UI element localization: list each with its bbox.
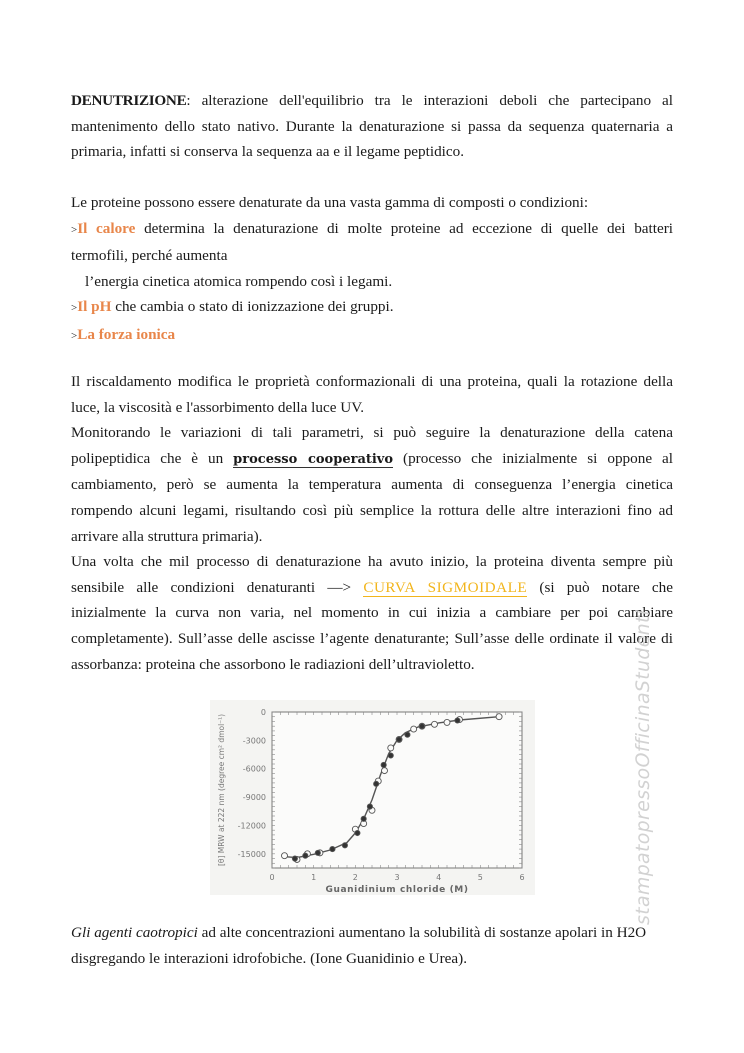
y-tick-label: -12000 xyxy=(237,821,266,831)
paragraph-line xyxy=(71,88,673,114)
y-tick-label: 0 xyxy=(260,708,266,717)
data-point-filled xyxy=(315,850,320,855)
riscaldamento-paragraph xyxy=(71,369,673,677)
data-point-filled xyxy=(455,718,460,723)
x-tick-label: 3 xyxy=(394,873,400,882)
data-point-filled xyxy=(342,843,347,848)
chart-svg xyxy=(210,700,535,895)
data-point-open xyxy=(388,745,394,751)
term-curva-sigmoidale: CURVA SIGMOIDALE xyxy=(363,578,528,596)
x-tick-label: 1 xyxy=(311,873,317,882)
paragraph-line: arrivare alla struttura primaria). xyxy=(71,527,263,545)
list-item-continuation: l’energia cinetica atomica rompendo così i legami. xyxy=(85,272,393,290)
data-point-filled xyxy=(330,846,335,851)
term-processo-cooperativo: processo cooperativo xyxy=(233,451,394,467)
data-point-open xyxy=(411,726,417,732)
plot-frame xyxy=(272,712,522,868)
term-denutrizione: DENUTRIZIONE xyxy=(71,92,187,109)
text-span: (si può notare che xyxy=(527,578,674,596)
paragraph-line: primaria, infatti si conserva la sequenza aa e il legame peptidico. xyxy=(71,143,465,161)
text-span: polipeptidica che è un xyxy=(71,449,234,467)
x-tick-label: 4 xyxy=(436,873,442,882)
list-item-ph xyxy=(71,294,673,322)
y-axis-label: [θ] MRW at 222 nm (degree cm² dmol⁻¹) xyxy=(217,713,226,867)
paragraph-line xyxy=(71,575,673,601)
paragraph-line: assorbanza: proteina che assorbono le radiazioni dell’ultravioletto. xyxy=(71,655,475,673)
paragraph-line xyxy=(71,920,673,946)
data-point-filled xyxy=(396,737,401,742)
data-point-filled xyxy=(405,732,410,737)
data-point-open xyxy=(444,719,450,725)
text-span: : alterazione dell'equilibrio tra le interazioni deboli che partecipano al xyxy=(186,92,673,109)
paragraph-line: cambiamento, però se aumenta la temperatura aumenta di conseguenza l’energia cinetica xyxy=(71,476,673,494)
list-item-calore xyxy=(71,216,673,244)
data-point-filled xyxy=(303,853,308,858)
term-forza-ionica: La forza ionica xyxy=(77,325,176,343)
list-item-forza-ionica xyxy=(71,322,673,350)
text-span: (processo che inizialmente si oppone al xyxy=(393,449,673,467)
watermark: stampatopressoOfficinaStudenti xyxy=(632,609,654,925)
paragraph-line: Una volta che mil processo di denaturazione ha avuto inizio, la proteina diventa sempre più xyxy=(71,553,673,571)
x-tick-label: 2 xyxy=(352,873,358,882)
paragraph-line: Il riscaldamento modifica le proprietà conformazionali di una proteina, quali la rotazione della xyxy=(71,373,673,390)
bullet-marker: > xyxy=(71,223,78,236)
text-span: che cambia o stato di ionizzazione dei gruppi. xyxy=(111,298,394,316)
text-span: determina la denaturazione di molte proteine ad eccezione di quelle dei batteri xyxy=(135,219,673,237)
data-point-filled xyxy=(355,830,360,835)
paragraph-line: inizialmente la curva non varia, nel momento in cui inizia a cambiare per poi cambiare xyxy=(71,604,673,622)
y-tick-label: -15000 xyxy=(237,849,266,859)
y-tick-label: -9000 xyxy=(242,793,266,803)
data-point-filled xyxy=(388,753,393,758)
term-ph: Il pH xyxy=(77,298,112,316)
data-point-filled xyxy=(292,856,297,861)
data-point-open xyxy=(496,714,502,720)
bullet-marker: > xyxy=(71,302,78,315)
term-agenti-caotropici: Gli agenti caotropici xyxy=(71,924,198,941)
paragraph-line xyxy=(71,446,673,473)
paragraph-line: disgregando le interazioni idrofobiche. (Ione Guanidinio e Urea). xyxy=(71,949,467,967)
x-axis-label: Guanidinium chloride (M) xyxy=(325,885,469,895)
data-point-filled xyxy=(361,816,366,821)
list-item-continuation: termofili, perché aumenta xyxy=(71,247,228,265)
paragraph-line: completamente). Sull’asse delle ascisse l’agente denaturante; Sull’asse delle ordinate il valore di xyxy=(71,629,673,647)
data-point-filled xyxy=(374,781,379,786)
denaturing-conditions-list xyxy=(71,190,673,350)
paragraph-line: rompendo alcuni legami, risultando così più semplice la rottura delle altre interazioni fino ad xyxy=(71,501,673,519)
paragraph-line: Monitorando le variazioni di tali parametri, si può seguire la denaturazione della catena xyxy=(71,424,673,442)
y-tick-label: -6000 xyxy=(242,764,266,774)
denutrizione-paragraph xyxy=(71,88,673,165)
agenti-caotropici-paragraph xyxy=(71,920,673,971)
data-point-filled xyxy=(367,804,372,809)
bullet-marker: > xyxy=(71,329,78,342)
paragraph-line: mantenimento dello stato nativo. Durante la denaturazione si passa da sequenza quaternaria a xyxy=(71,117,673,135)
x-tick-label: 6 xyxy=(519,873,525,882)
x-tick-label: 5 xyxy=(477,873,483,882)
data-point-open xyxy=(382,768,388,774)
data-point-filled xyxy=(381,762,386,767)
paragraph-line: luce, la viscosità e l'assorbimento della luce UV. xyxy=(71,398,365,416)
y-tick-label: -3000 xyxy=(242,736,266,746)
text-span: sensibile alle condizioni denaturanti —> xyxy=(71,578,364,596)
data-point-filled xyxy=(419,724,424,729)
list-intro: Le proteine possono essere denaturate da una vasta gamma di composti o condizioni: xyxy=(71,194,589,211)
term-calore: Il calore xyxy=(77,219,136,237)
text-span: ad alte concentrazioni aumentano la solubilità di sostanze apolari in H2O xyxy=(197,924,647,941)
data-point-open xyxy=(282,853,288,859)
x-tick-label: 0 xyxy=(269,873,275,882)
denaturation-curve-chart xyxy=(210,700,535,895)
data-point-open xyxy=(432,721,438,727)
